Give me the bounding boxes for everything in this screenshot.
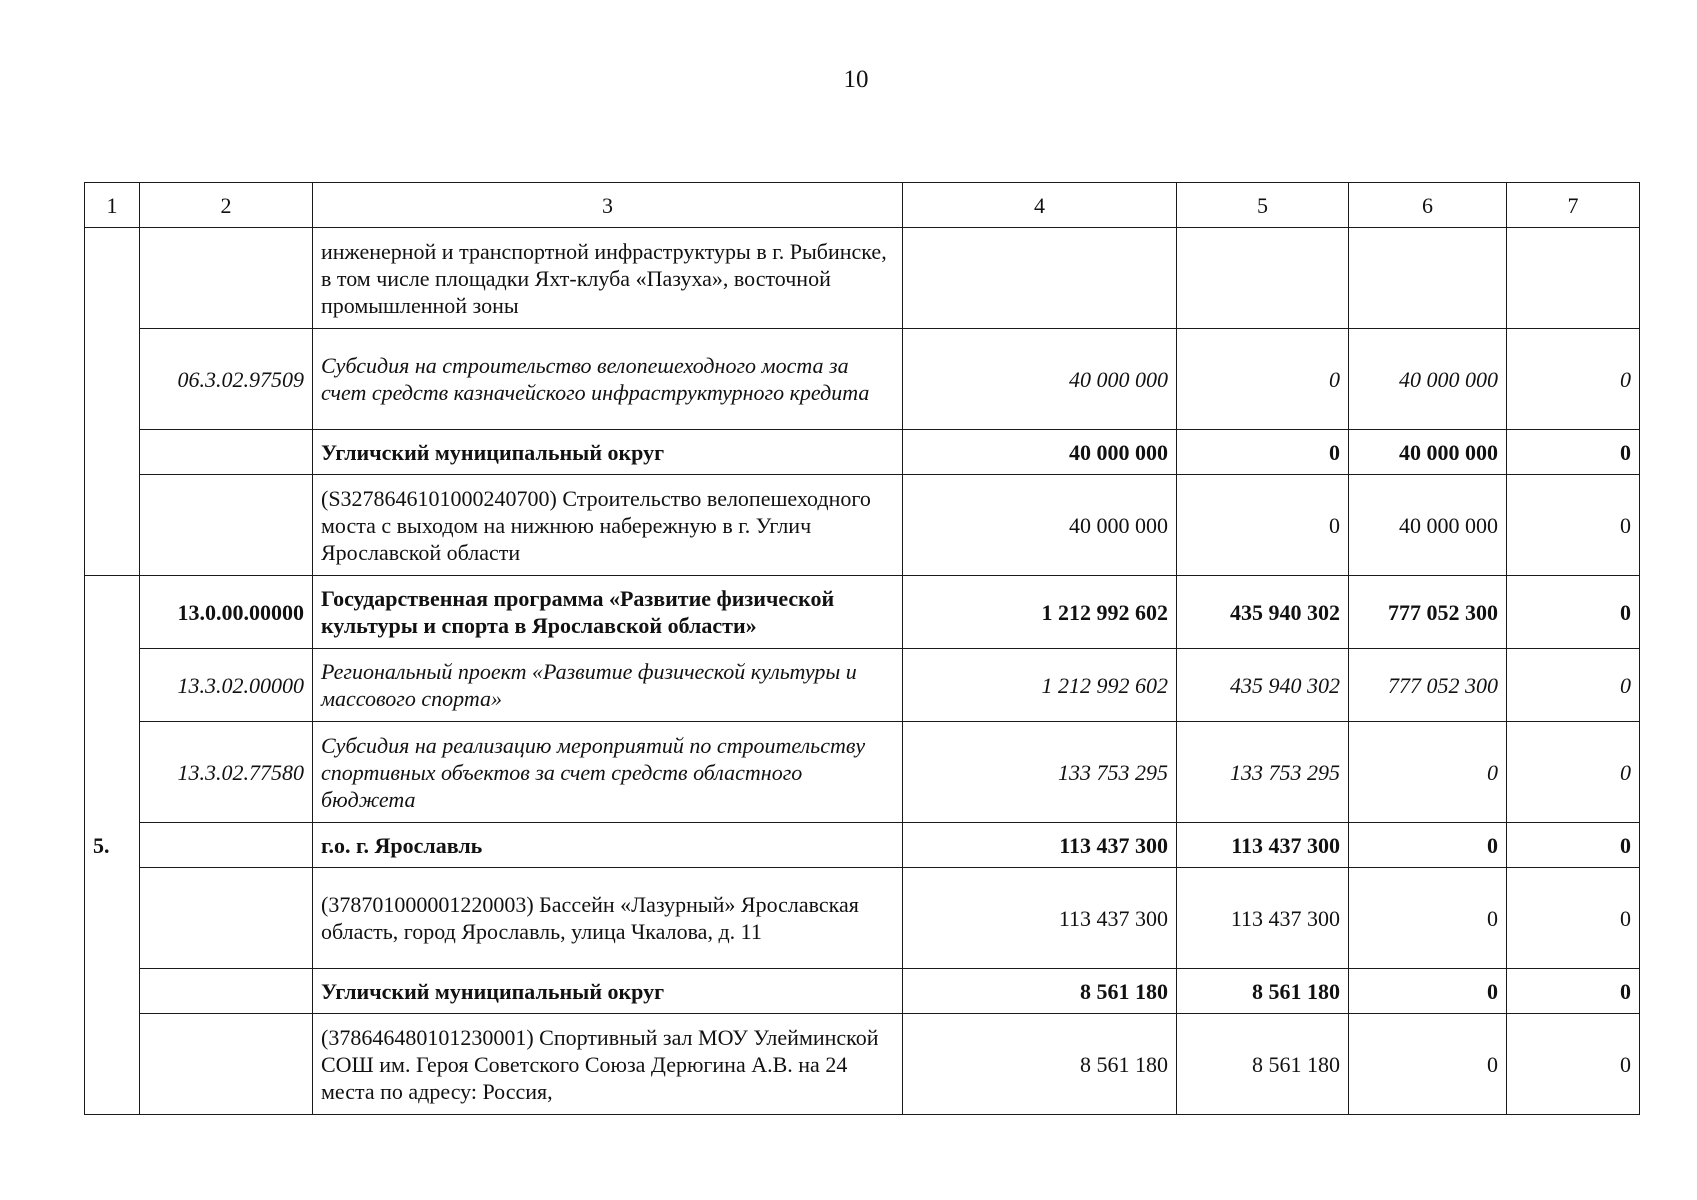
amount-col7: 0 [1507, 576, 1640, 649]
amount-col6: 40 000 000 [1349, 475, 1507, 576]
amount-col4: 133 753 295 [903, 722, 1177, 823]
item-name: Угличский муниципальный округ [313, 969, 903, 1014]
amount-col5: 0 [1177, 430, 1349, 475]
table-row [85, 649, 1640, 722]
amount-col4: 8 561 180 [903, 1014, 1177, 1115]
item-name: (378646480101230001) Спортивный зал МОУ Улейминской СОШ им. Героя Советского Союза Дерюгина А.В. на 24 места по адресу: Россия, [313, 1014, 903, 1115]
program-code [140, 430, 313, 475]
program-code: 13.0.00.00000 [140, 576, 313, 649]
table-row [85, 722, 1640, 823]
amount-col6: 40 000 000 [1349, 430, 1507, 475]
item-name: (378701000001220003) Бассейн «Лазурный» Ярославская область, город Ярославль, улица Чкалова, д. 11 [313, 868, 903, 969]
program-code: 06.3.02.97509 [140, 329, 313, 430]
amount-col5: 113 437 300 [1177, 823, 1349, 868]
amount-col5: 435 940 302 [1177, 576, 1349, 649]
program-code: 13.3.02.00000 [140, 649, 313, 722]
program-code [140, 823, 313, 868]
amount-col4: 113 437 300 [903, 868, 1177, 969]
item-name: инженерной и транспортной инфраструктуры в г. Рыбинске, в том числе площадки Яхт-клуба «Пазуха», восточной промышленной зоны [313, 228, 903, 329]
amount-col5: 133 753 295 [1177, 722, 1349, 823]
amount-col7: 0 [1507, 722, 1640, 823]
table-row [85, 868, 1640, 969]
program-code [140, 1014, 313, 1115]
amount-col5: 113 437 300 [1177, 868, 1349, 969]
amount-col4: 1 212 992 602 [903, 576, 1177, 649]
amount-col5: 8 561 180 [1177, 969, 1349, 1014]
amount-col7: 0 [1507, 823, 1640, 868]
table-row [85, 329, 1640, 430]
amount-col6: 0 [1349, 722, 1507, 823]
row-number [85, 228, 140, 576]
header-cell: 2 [140, 183, 313, 228]
amount-col7: 0 [1507, 868, 1640, 969]
amount-col6: 0 [1349, 969, 1507, 1014]
amount-col4: 113 437 300 [903, 823, 1177, 868]
amount-col6: 777 052 300 [1349, 576, 1507, 649]
program-code [140, 969, 313, 1014]
row-number: 5. [85, 576, 140, 1115]
item-name: Региональный проект «Развитие физической культуры и массового спорта» [313, 649, 903, 722]
table-row [85, 430, 1640, 475]
table-row [85, 1014, 1640, 1115]
header-cell: 7 [1507, 183, 1640, 228]
item-name: Государственная программа «Развитие физической культуры и спорта в Ярославской области» [313, 576, 903, 649]
amount-col4: 40 000 000 [903, 475, 1177, 576]
header-cell: 4 [903, 183, 1177, 228]
amount-col4 [903, 228, 1177, 329]
page-number: 10 [843, 66, 869, 93]
amount-col4: 40 000 000 [903, 329, 1177, 430]
amount-col7 [1507, 228, 1640, 329]
amount-col6: 40 000 000 [1349, 329, 1507, 430]
amount-col7: 0 [1507, 649, 1640, 722]
amount-col6: 0 [1349, 823, 1507, 868]
amount-col6 [1349, 228, 1507, 329]
item-name: г.о. г. Ярославль [313, 823, 903, 868]
amount-col4: 1 212 992 602 [903, 649, 1177, 722]
table-row [85, 475, 1640, 576]
program-code: 13.3.02.77580 [140, 722, 313, 823]
program-code [140, 868, 313, 969]
amount-col6: 777 052 300 [1349, 649, 1507, 722]
header-cell: 5 [1177, 183, 1349, 228]
amount-col4: 40 000 000 [903, 430, 1177, 475]
table-row [85, 969, 1640, 1014]
amount-col5: 0 [1177, 329, 1349, 430]
amount-col5 [1177, 228, 1349, 329]
item-name: Субсидия на строительство велопешеходного моста за счет средств казначейского инфраструктурного кредита [313, 329, 903, 430]
amount-col7: 0 [1507, 430, 1640, 475]
amount-col4: 8 561 180 [903, 969, 1177, 1014]
header-cell: 6 [1349, 183, 1507, 228]
program-code [140, 228, 313, 329]
item-name: Субсидия на реализацию мероприятий по строительству спортивных объектов за счет средств областного бюджета [313, 722, 903, 823]
amount-col7: 0 [1507, 475, 1640, 576]
amount-col5: 8 561 180 [1177, 1014, 1349, 1115]
amount-col6: 0 [1349, 868, 1507, 969]
amount-col6: 0 [1349, 1014, 1507, 1115]
table-row [85, 823, 1640, 868]
amount-col5: 435 940 302 [1177, 649, 1349, 722]
program-code [140, 475, 313, 576]
item-name: Угличский муниципальный округ [313, 430, 903, 475]
table-header-row [85, 183, 1640, 228]
budget-table [84, 182, 1640, 1115]
amount-col7: 0 [1507, 329, 1640, 430]
amount-col5: 0 [1177, 475, 1349, 576]
amount-col7: 0 [1507, 969, 1640, 1014]
header-cell: 3 [313, 183, 903, 228]
header-cell: 1 [85, 183, 140, 228]
table-row [85, 228, 1640, 329]
item-name: (S3278646101000240700) Строительство велопешеходного моста с выходом на нижнюю набережную в г. Углич Ярославской области [313, 475, 903, 576]
amount-col7: 0 [1507, 1014, 1640, 1115]
table-row [85, 576, 1640, 649]
